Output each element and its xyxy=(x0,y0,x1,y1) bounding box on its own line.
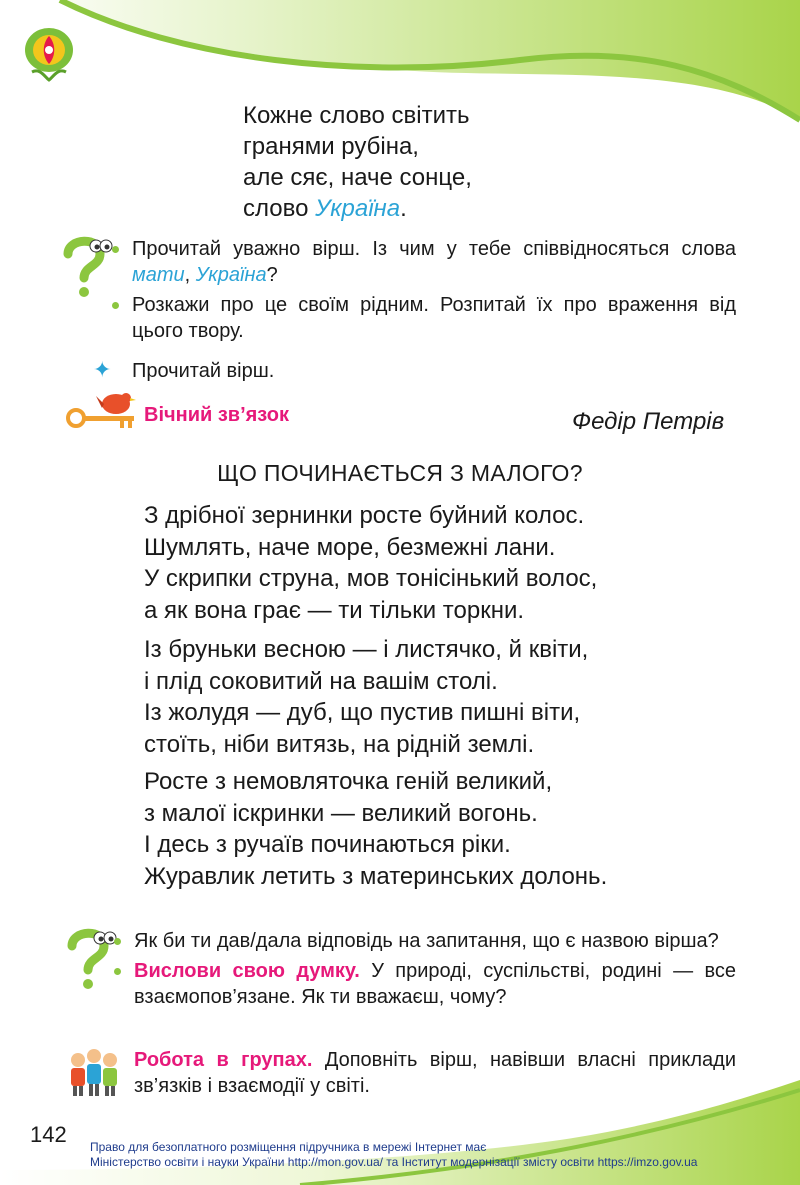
poem-line: У скрипки струна, мов тонісінький волос, xyxy=(144,565,598,592)
task-label: Робота в групах. xyxy=(134,1049,313,1071)
question-text: , xyxy=(184,264,196,286)
poem-stanza xyxy=(144,500,597,626)
star-icon: ✦ xyxy=(93,357,112,382)
highlight-word: Україна xyxy=(315,195,401,222)
poem-line: З дрібної зернинки росте буйний колос. xyxy=(144,502,585,529)
task-text: Доповніть вірш, навівши власні приклади зв’язків і взаємодії у світі. xyxy=(134,1049,737,1097)
question-text: Прочитай уважно вірш. Із чим у тебе співвідносяться слова xyxy=(132,238,736,260)
intro-poem-line: але сяє, наче сонце, xyxy=(243,164,472,191)
poem-line: Росте з немовляточка геній великий, xyxy=(144,768,553,795)
question-text: ? xyxy=(266,264,278,286)
question-item xyxy=(108,292,736,344)
poem-line: Журавлик летить з материнських долонь. xyxy=(144,862,608,890)
poem-line: з малої іскринки — великий вогонь. xyxy=(144,799,538,827)
questions-block-1 xyxy=(108,236,736,348)
key-bird-icon xyxy=(66,388,138,434)
section-title: Вічний зв’язок xyxy=(144,404,289,426)
poem-title: ЩО ПОЧИНАЄТЬСЯ З МАЛОГО? xyxy=(217,460,583,486)
question-text: У природі, суспільстві, родині — все взаємопов’язане. Як ти вважаєш, чому? xyxy=(134,960,736,1008)
questions-block-2 xyxy=(110,928,736,1014)
author-name: Федір Петрів xyxy=(572,408,725,435)
intro-poem-line xyxy=(243,193,472,224)
intro-poem-text: слово xyxy=(243,195,316,222)
question-text: Розкажи про це своїм рідним. Розпитай їх про враження від цього твору. xyxy=(132,294,736,342)
page-number: 142 xyxy=(30,1122,67,1147)
poem-line: Шумлять, наче море, безмежні лани. xyxy=(144,533,556,561)
poem-line: а як вона грає — ти тільки торкни. xyxy=(144,596,525,624)
poem-line: Із бруньки весною — і листячко, й квіти, xyxy=(144,636,589,663)
question-item xyxy=(108,236,736,288)
highlight-word: Україна xyxy=(195,264,267,286)
poem-line: стоїть, ніби витязь, на рідній землі. xyxy=(144,730,535,758)
highlight-word: мати xyxy=(132,264,185,286)
ukrainian-ornament-icon xyxy=(22,22,76,86)
question-item xyxy=(110,928,736,954)
poem-line: І десь з ручаїв починаються ріки. xyxy=(144,831,511,858)
intro-poem-punct: . xyxy=(400,195,407,222)
poem-line: і плід соковитий на вашім столі. xyxy=(144,667,498,695)
task-label: Вислови свою думку. xyxy=(134,960,360,982)
question-item xyxy=(110,958,736,1010)
intro-poem-line: гранями рубіна, xyxy=(243,133,419,160)
footer-line: Право для безоплатного розміщення підручника в мережі Інтернет має xyxy=(90,1140,487,1154)
question-text: Як би ти дав/дала відповідь на запитання, що є назвою вірша? xyxy=(134,930,719,952)
footer-line: Міністерство освіти і науки України http://mon.gov.ua/ та Інститут модернізації змісту освіти https://imzo.gov.ua xyxy=(90,1155,698,1169)
poem-line: Із жолудя — дуб, що пустив пишні віти, xyxy=(144,699,581,726)
intro-poem xyxy=(243,100,472,224)
poem-stanza xyxy=(144,634,588,760)
poem-stanza xyxy=(144,766,607,892)
intro-poem-line: Кожне слово світить xyxy=(243,102,470,129)
instruction-text: Прочитай вірш. xyxy=(132,360,275,382)
footer-copyright xyxy=(90,1140,697,1170)
